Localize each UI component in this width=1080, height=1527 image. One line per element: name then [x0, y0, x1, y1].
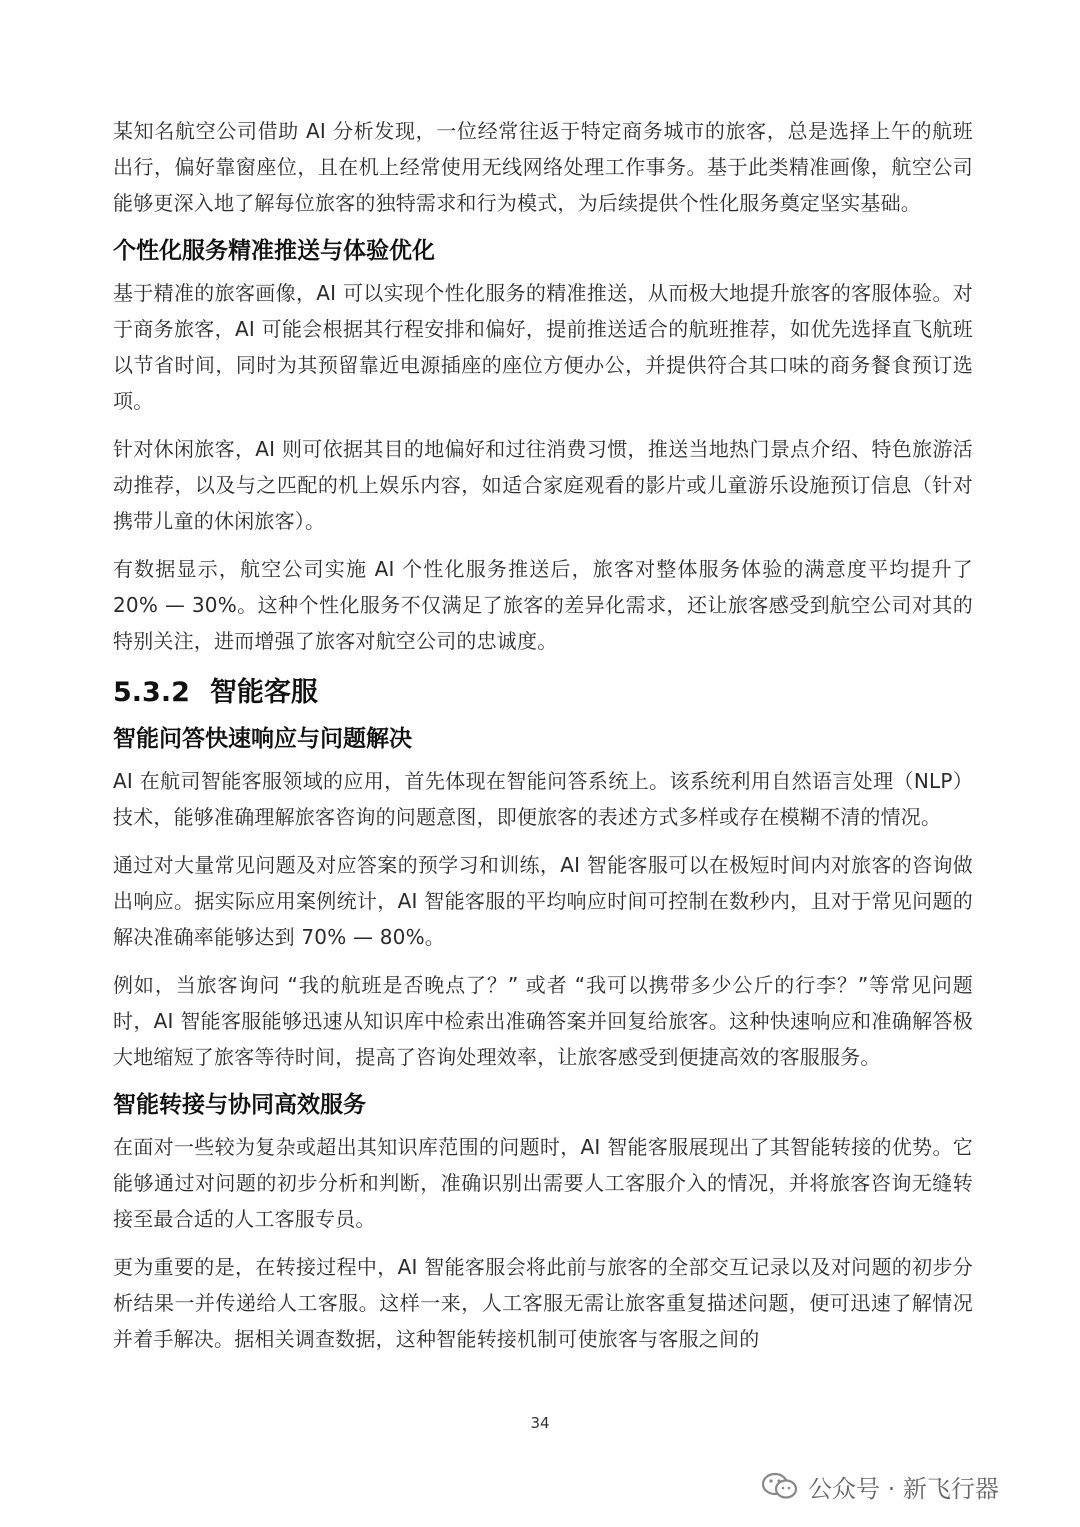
paragraph: 针对休闲旅客，AI 则可依据其目的地偏好和过往消费习惯，推送当地热门景点介绍、特色旅游活动推荐，以及与之匹配的机上娱乐内容，如适合家庭观看的影片或儿童游乐设施预订信息（针对携带儿童的休闲旅客）。 [113, 437, 973, 533]
paragraph: 例如，当旅客询问 “我的航班是否晚点了？” 或者 “我可以携带多少公斤的行李？”等常见问题时，AI 智能客服能够迅速从知识库中检索出准确答案并回复给旅客。这种快速响应和准确解答极大地缩短了旅客等待时间，提高了咨询处理效率，让旅客感受到便捷高效的客服服务。 [113, 973, 973, 1069]
subheading-smart-qa: 智能问答快速响应与问题解决 [113, 726, 412, 752]
paragraph: 有数据显示，航空公司实施 AI 个性化服务推送后，旅客对整体服务体验的满意度平均提升了 20% — 30%。这种个性化服务不仅满足了旅客的差异化需求，还让旅客感受到航空公司对其的特别关注，进而增强了旅客对航空公司的忠诚度。 [113, 557, 973, 653]
page-content [113, 113, 973, 1369]
page-number: 34 [530, 1414, 550, 1432]
subheading-personalized-service: 个性化服务精准推送与体验优化 [113, 238, 435, 264]
watermark-text: 公众号 · 新飞行器 [808, 1474, 999, 1503]
section-number: 5.3.2 [113, 677, 190, 708]
section-heading [113, 671, 973, 715]
paragraph: 基于精准的旅客画像，AI 可以实现个性化服务的精准推送，从而极大地提升旅客的客服体验。对于商务旅客，AI 可能会根据其行程安排和偏好，提前推送适合的航班推荐，如优先选择直飞航班以节省时间，同时为其预留靠近电源插座的座位方便办公，并提供符合其口味的商务餐食预订选项。 [113, 281, 973, 413]
wechat-icon [760, 1471, 800, 1501]
paragraph: 更为重要的是，在转接过程中，AI 智能客服会将此前与旅客的全部交互记录以及对问题的初步分析结果一并传递给人工客服。这样一来，人工客服无需让旅客重复描述问题，便可迅速了解情况并着手解决。据相关调查数据，这种智能转接机制可使旅客与客服之间的 [113, 1255, 973, 1351]
paragraph: 在面对一些较为复杂或超出其知识库范围的问题时，AI 智能客服展现出了其智能转接的优势。它能够通过对问题的初步分析和判断，准确识别出需要人工客服介入的情况，并将旅客咨询无缝转接至最合适的人工客服专员。 [113, 1135, 973, 1231]
section-title: 智能客服 [209, 677, 318, 708]
paragraph: 某知名航空公司借助 AI 分析发现，一位经常往返于特定商务城市的旅客，总是选择上午的航班出行，偏好靠窗座位，且在机上经常使用无线网络处理工作事务。基于此类精准画像，航空公司能够更深入地了解每位旅客的独特需求和行为模式，为后续提供个性化服务奠定坚实基础。 [113, 119, 973, 215]
paragraph: 通过对大量常见问题及对应答案的预学习和训练，AI 智能客服可以在极短时间内对旅客的咨询做出响应。据实际应用案例统计，AI 智能客服的平均响应时间可控制在数秒内，且对于常见问题的解决准确率能够达到 70% — 80%。 [113, 853, 973, 949]
paragraph: AI 在航司智能客服领域的应用，首先体现在智能问答系统上。该系统利用自然语言处理（NLP）技术，能够准确理解旅客咨询的问题意图，即便旅客的表述方式多样或存在模糊不清的情况。 [113, 769, 973, 829]
subheading-smart-transfer: 智能转接与协同高效服务 [113, 1092, 366, 1118]
watermark [760, 1466, 1060, 1506]
